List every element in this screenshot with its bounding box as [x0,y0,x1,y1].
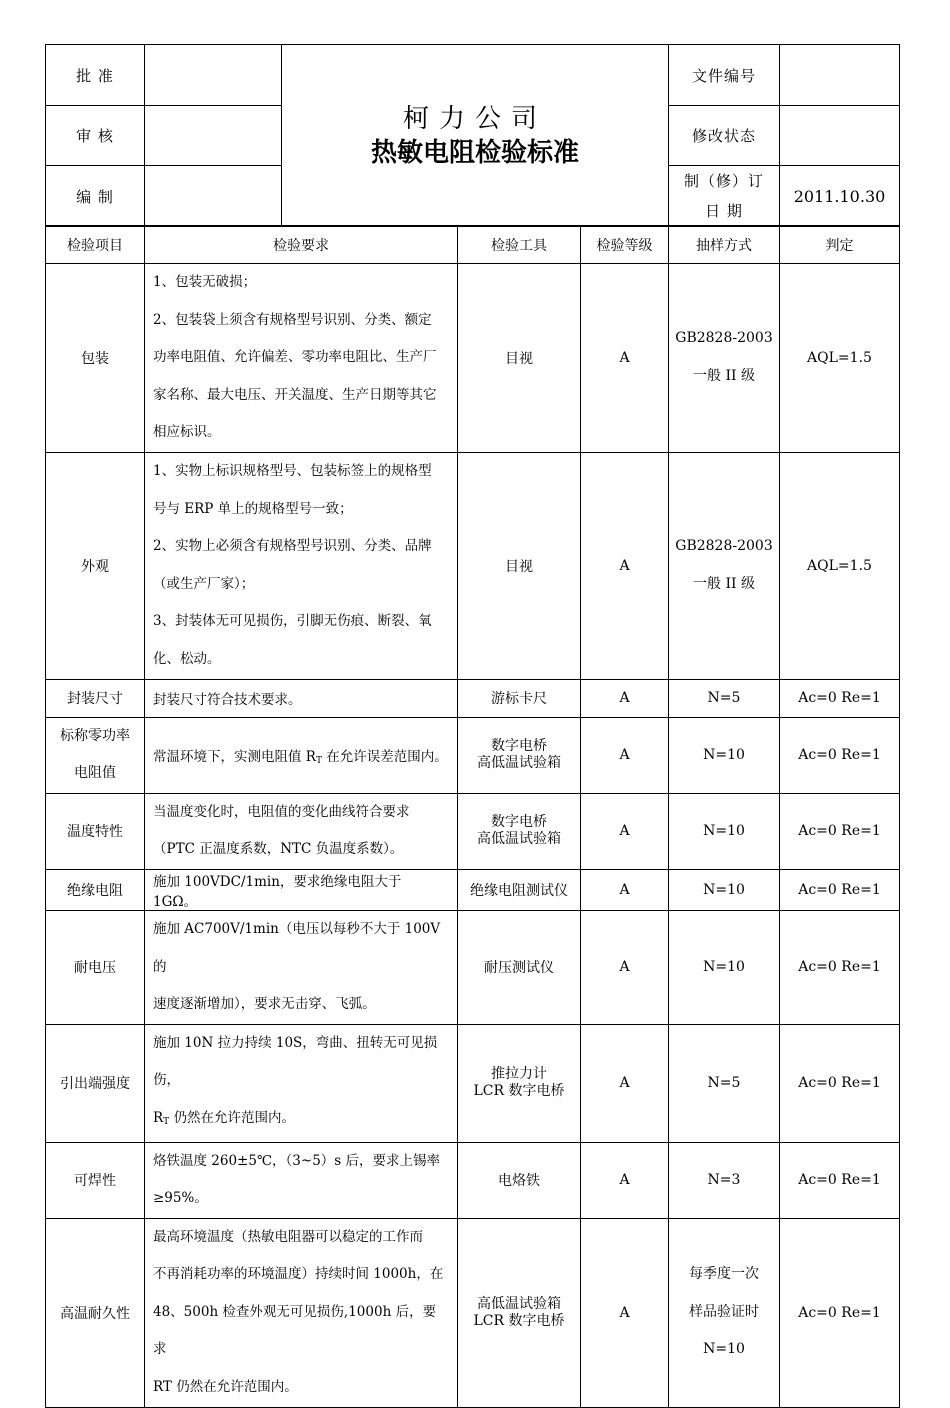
sampling-cell: N=3 [669,1142,780,1218]
judgment-cell: Ac=0 Re=1 [780,1218,900,1407]
tool-cell: 目视 [458,453,581,680]
document-title: 热敏电阻检验标准 [370,137,579,168]
sampling-cell: N=10 [669,869,780,910]
grade-cell: A [581,910,669,1024]
approve-value [145,45,282,106]
requirement-line: 号与 ERP 单上的规格型号一致； [153,500,353,517]
date-label-line1: 制（修）订 [683,172,764,190]
item-cell [46,717,145,793]
tool-cell [458,1218,581,1407]
sampling-line: 样品验证时 [689,1303,759,1320]
col-header-item: 检验项目 [46,226,145,264]
sampling-line: GB2828-2003 [675,330,773,347]
file-no-value [780,45,900,106]
table-row [46,717,900,793]
table-row [46,264,900,453]
sampling-cell: N=10 [669,910,780,1024]
table-row [46,1218,900,1407]
compile-label: 编 制 [46,166,145,227]
grade-cell: A [581,1218,669,1407]
requirement-line [153,1100,449,1142]
requirement-line: （PTC 正温度系数，NTC 负温度系数）。 [153,841,404,858]
tool-line: LCR 数字电桥 [473,1083,565,1100]
requirement-line: 不再消耗功率的环境温度）持续时间 1000h，在 [153,1266,444,1283]
requirement-line: 2、实物上必须含有规格型号识别、分类、品牌 [153,538,432,555]
requirement-cell [145,1024,458,1142]
sampling-line: N=10 [703,1341,745,1358]
requirement-line: 最高环境温度（热敏电阻器可以稳定的工作而 [153,1228,423,1245]
requirement-line: 家名称、最大电压、开关温度、生产日期等其它 [153,386,437,403]
table-row [46,679,900,717]
date-value: 2011.10.30 [780,166,900,227]
title-block [282,45,669,227]
file-no-label: 文件编号 [669,45,780,106]
tool-cell: 电烙铁 [458,1142,581,1218]
grade-cell: A [581,1024,669,1142]
item-cell: 封装尺寸 [46,679,145,717]
item-cell: 温度特性 [46,793,145,869]
table-row [46,1024,900,1142]
tool-line: 高低温试验箱 [477,831,561,848]
requirement-cell [145,453,458,680]
item-cell: 外观 [46,453,145,680]
item-line: 标称零功率 [60,727,130,744]
item-cell: 引出端强度 [46,1024,145,1142]
requirement-line: 1、实物上标识规格型号、包装标签上的规格型 [153,463,432,479]
judgment-cell: Ac=0 Re=1 [780,1024,900,1142]
grade-cell: A [581,717,669,793]
requirement-cell: 封装尺寸符合技术要求。 [145,679,458,717]
sampling-cell [669,453,780,680]
tool-line: LCR 数字电桥 [473,1312,565,1329]
sampling-line: GB2828-2003 [675,538,773,555]
judgment-cell: Ac=0 Re=1 [780,717,900,793]
sampling-cell [669,264,780,453]
requirement-line: 烙铁温度 260±5℃，（3~5）s 后，要求上锡率 [153,1152,441,1169]
requirement-line: 相应标识。 [153,424,221,441]
grade-cell: A [581,453,669,680]
requirement-cell: 施加 100VDC/1min，要求绝缘电阻大于 1GΩ。 [145,869,458,910]
judgment-cell: Ac=0 Re=1 [780,793,900,869]
tool-line: 数字电桥 [491,814,547,831]
judgment-cell: Ac=0 Re=1 [780,869,900,910]
table-row [46,869,900,910]
tool-cell: 绝缘电阻测试仪 [458,869,581,910]
col-header-requirement: 检验要求 [145,226,458,264]
col-header-grade: 检验等级 [581,226,669,264]
col-header-sampling: 抽样方式 [669,226,780,264]
compile-value [145,166,282,227]
requirement-cell [145,910,458,1024]
requirement-line: 当温度变化时，电阻值的变化曲线符合要求 [153,803,410,820]
revision-label: 修改状态 [669,106,780,166]
requirement-cell [145,793,458,869]
review-label: 审 核 [46,106,145,166]
sampling-line: 一般 II 级 [693,368,755,384]
tool-line: 高低温试验箱 [477,755,561,772]
requirement-line: 化、松动。 [153,650,221,667]
inspection-table [45,225,900,1408]
tool-line: 数字电桥 [491,738,547,755]
tool-cell: 目视 [458,264,581,453]
grade-cell: A [581,1142,669,1218]
sampling-line: 每季度一次 [689,1266,759,1283]
requirement-line: 3、封装体无可见损伤，引脚无伤痕、断裂、氧 [153,613,432,630]
requirement-subscript: T [315,755,322,766]
requirement-line: （或生产厂家）； [153,575,255,592]
judgment-cell: Ac=0 Re=1 [780,679,900,717]
requirement-line: 1、包装无破损； [153,274,257,291]
item-cell: 绝缘电阻 [46,869,145,910]
tool-cell: 耐压测试仪 [458,910,581,1024]
table-row [46,910,900,1024]
item-cell: 包装 [46,264,145,453]
sampling-cell: N=5 [669,679,780,717]
tool-cell [458,793,581,869]
company-name: 柯力公司 [402,103,547,134]
requirement-line: ≥95%。 [153,1190,208,1207]
grade-cell: A [581,264,669,453]
sampling-line: 一般 II 级 [693,575,755,592]
requirement-cell [145,1218,458,1407]
tool-cell [458,1024,581,1142]
col-header-tool: 检验工具 [458,226,581,264]
requirement-text: 在允许误差范围内。 [321,748,448,765]
requirement-subscript: T [163,1116,170,1127]
tool-cell: 游标卡尺 [458,679,581,717]
tool-line: 高低温试验箱 [477,1295,561,1312]
requirement-line: 施加 10N 拉力持续 10S，弯曲、扭转无可见损 [153,1034,438,1051]
col-header-judgment: 判定 [780,226,900,264]
tool-line: 推拉力计 [491,1066,547,1083]
requirement-text: 常温环境下，实测电阻值 R [153,748,316,765]
requirement-line: 速度逐渐增加），要求无击穿、飞弧。 [153,996,376,1013]
requirement-text: 仍然在允许范围内。 [169,1109,295,1126]
requirement-line: 功率电阻值、允许偏差、零功率电阻比、生产厂 [153,349,437,366]
requirement-line: 伤， [153,1072,180,1089]
item-cell: 可焊性 [46,1142,145,1218]
grade-cell: A [581,679,669,717]
revision-value [780,106,900,166]
approve-label: 批 准 [46,45,145,106]
requirement-line: RT 仍然在允许范围内。 [153,1379,298,1396]
sampling-cell: N=5 [669,1024,780,1142]
requirement-line: 2、包装袋上须含有规格型号识别、分类、额定 [153,311,432,328]
review-value [145,106,282,166]
table-row [46,453,900,680]
sampling-cell [669,1218,780,1407]
document-header [45,44,900,227]
table-header-row [46,226,900,264]
requirement-line: 施加 AC700V/1min（电压以每秒不大于 100V 的 [153,920,441,975]
grade-cell: A [581,793,669,869]
date-label-line2: 日 期 [705,202,743,220]
requirement-cell [145,717,458,793]
item-line: 电阻值 [74,765,116,782]
requirement-text: R [153,1109,164,1126]
requirement-cell [145,264,458,453]
table-row [46,793,900,869]
item-cell: 耐电压 [46,910,145,1024]
table-row [46,1142,900,1218]
sampling-cell: N=10 [669,793,780,869]
judgment-cell: AQL=1.5 [780,264,900,453]
tool-cell [458,717,581,793]
judgment-cell: Ac=0 Re=1 [780,1142,900,1218]
requirement-line: 48、500h 检查外观无可见损伤,1000h 后，要求 [153,1303,437,1358]
item-cell: 高温耐久性 [46,1218,145,1407]
requirement-cell [145,1142,458,1218]
sampling-cell: N=10 [669,717,780,793]
judgment-cell: Ac=0 Re=1 [780,910,900,1024]
grade-cell: A [581,869,669,910]
judgment-cell: AQL=1.5 [780,453,900,680]
date-label [669,166,780,227]
